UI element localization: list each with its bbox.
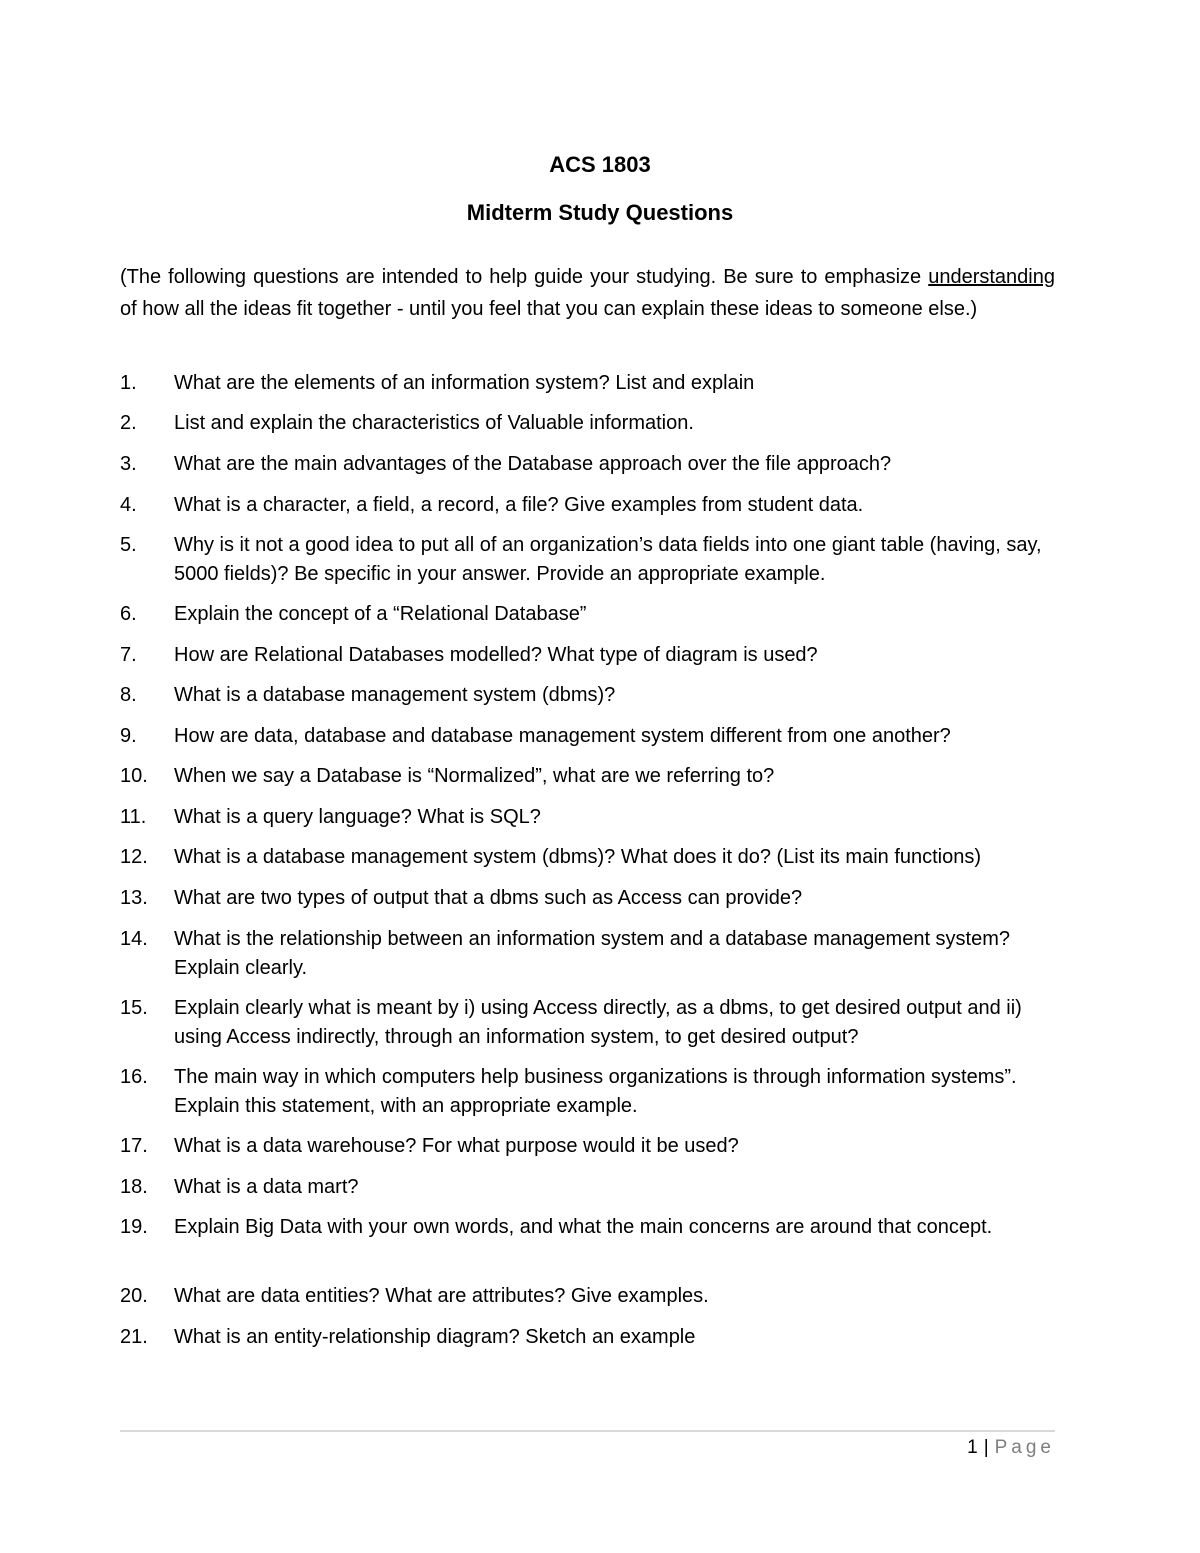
question-text: What are data entities? What are attributes? Give examples. xyxy=(174,1285,709,1307)
question-text: What is a data warehouse? For what purpose would it be used? xyxy=(174,1135,739,1157)
question-text: List and explain the characteristics of Valuable information. xyxy=(174,412,694,434)
question-text: What are two types of output that a dbms such as Access can provide? xyxy=(174,887,803,909)
question-text: The main way in which computers help business organizations is through information systems”. Explain this statement, with an appropriate example. xyxy=(174,1066,1017,1117)
question-text: How are Relational Databases modelled? What type of diagram is used? xyxy=(174,644,818,666)
intro-text-start: (The following questions are intended to help guide your studying. Be sure to emphasize xyxy=(120,266,929,288)
question-number: 3. xyxy=(120,453,137,475)
question-text: When we say a Database is “Normalized”, what are we referring to? xyxy=(174,765,775,787)
page-number: 1 xyxy=(967,1437,978,1458)
intro-emphasis: understanding xyxy=(928,266,1055,288)
question-number: 7. xyxy=(120,644,137,666)
question-text: What is a data mart? xyxy=(174,1176,359,1198)
footer-separator: | xyxy=(983,1437,989,1458)
question-text: What is a character, a field, a record, a file? Give examples from student data. xyxy=(174,494,864,516)
question-number: 15. xyxy=(120,997,148,1019)
question-number: 1. xyxy=(120,372,137,394)
question-number: 5. xyxy=(120,534,137,556)
question-text: Explain the concept of a “Relational Database” xyxy=(174,603,587,625)
question-number: 11. xyxy=(120,806,147,828)
question-number: 12. xyxy=(120,846,148,868)
question-text: What is an entity-relationship diagram? Sketch an example xyxy=(174,1326,696,1348)
question-text: What is the relationship between an information system and a database management system? Explain clearly. xyxy=(174,928,1011,979)
question-number: 4. xyxy=(120,494,137,516)
question-text: What are the elements of an information system? List and explain xyxy=(174,372,755,394)
question-number: 19. xyxy=(120,1216,148,1238)
question-text: How are data, database and database management system different from one another? xyxy=(174,725,951,747)
question-number: 20. xyxy=(120,1285,148,1307)
intro-paragraph xyxy=(120,262,1055,325)
question-number: 14. xyxy=(120,928,148,950)
page-label: Page xyxy=(994,1437,1055,1458)
question-number: 21. xyxy=(120,1326,148,1348)
question-number: 16. xyxy=(120,1066,148,1088)
question-text: What is a query language? What is SQL? xyxy=(174,806,541,828)
question-text: Explain clearly what is meant by i) using Access directly, as a dbms, to get desired output and ii) using Access indirectly, through an information system, to get desired output? xyxy=(174,997,1022,1048)
question-number: 2. xyxy=(120,412,137,434)
question-text: What is a database management system (dbms)? What does it do? (List its main functions) xyxy=(174,846,982,868)
page-footer xyxy=(967,1434,1055,1462)
question-text: What is a database management system (dbms)? xyxy=(174,684,616,706)
course-code: ACS 1803 xyxy=(549,152,651,177)
question-number: 13. xyxy=(120,887,148,909)
question-text: What are the main advantages of the Database approach over the file approach? xyxy=(174,453,892,475)
question-number: 17. xyxy=(120,1135,148,1157)
question-number: 9. xyxy=(120,725,137,747)
question-number: 8. xyxy=(120,684,137,706)
footer-divider xyxy=(120,1430,1055,1432)
page-title: Midterm Study Questions xyxy=(466,200,734,225)
question-text: Explain Big Data with your own words, and what the main concerns are around that concept. xyxy=(174,1216,993,1238)
question-number: 10. xyxy=(120,765,148,787)
question-number: 18. xyxy=(120,1176,148,1198)
question-text: Why is it not a good idea to put all of an organization’s data fields into one giant table (having, say, 5000 fields)? Be specific in your answer. Provide an appropriate example. xyxy=(174,534,1042,585)
question-number: 6. xyxy=(120,603,137,625)
intro-text-end: of how all the ideas fit together - until you feel that you can explain these ideas to someone else.) xyxy=(120,297,978,320)
